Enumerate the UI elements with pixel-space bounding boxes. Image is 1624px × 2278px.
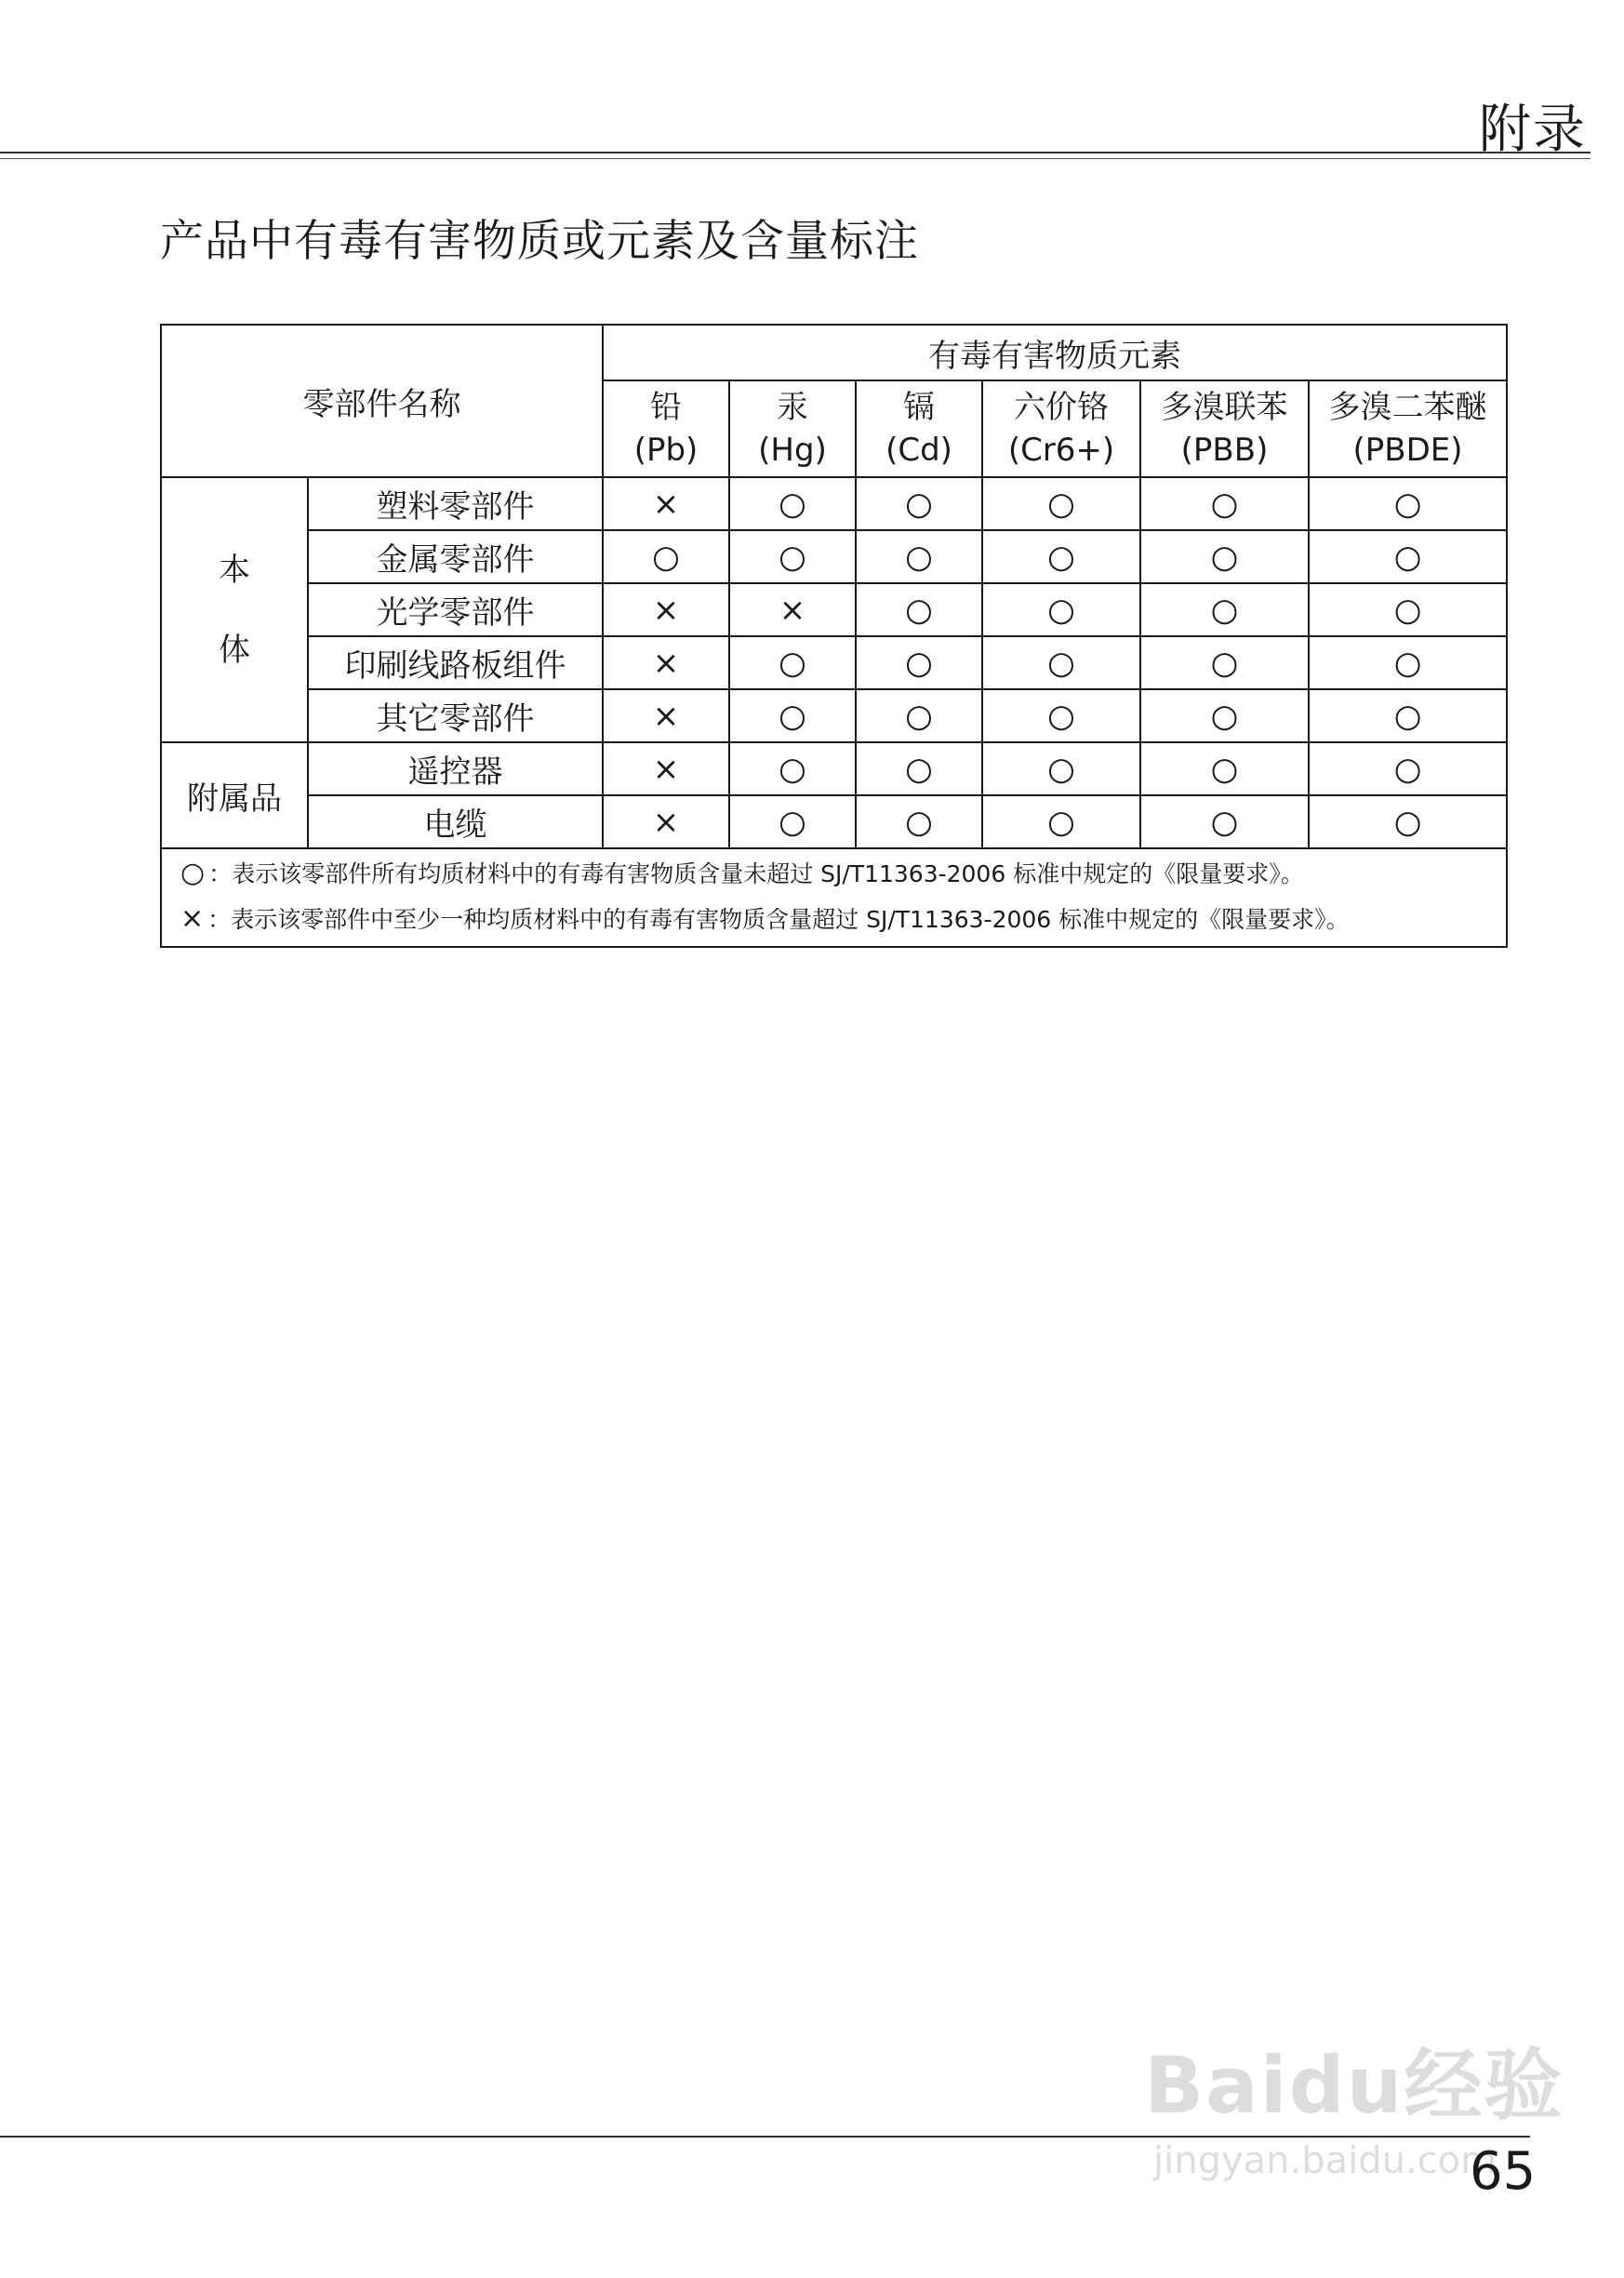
table-row	[161, 742, 1507, 795]
mark-cell: ○	[603, 530, 729, 583]
header-rule-thin	[0, 158, 1591, 159]
substance-header	[982, 380, 1140, 477]
substance-header	[1140, 380, 1309, 477]
part-name: 电缆	[308, 795, 603, 848]
note-text: ：表示该零部件所有均质材料中的有毒有害物质含量未超过 SJ/T11363-2006 标准中规定的《限量要求》。	[208, 860, 1304, 887]
mark-cell: ×	[603, 689, 729, 742]
substance-name: 镉	[903, 389, 935, 426]
substance-symbol: (PBDE)	[1352, 432, 1463, 469]
substance-header	[729, 380, 856, 477]
mark-cell: ○	[1309, 583, 1507, 636]
mark-cell: ○	[729, 530, 856, 583]
mark-cell: ○	[982, 795, 1140, 848]
table-row	[161, 530, 1507, 583]
mark-cell: ○	[729, 477, 856, 530]
table-row	[161, 795, 1507, 848]
section-title: 附录	[1479, 100, 1587, 160]
mark-cell: ○	[1309, 689, 1507, 742]
substance-header	[1309, 380, 1507, 477]
mark-cell: ○	[982, 689, 1140, 742]
note-text: ：表示该零部件中至少一种均质材料中的有毒有害物质含量超过 SJ/T11363-2006 标准中规定的《限量要求》。	[207, 906, 1350, 933]
part-name: 金属零部件	[308, 530, 603, 583]
hazardous-substances-table	[160, 324, 1508, 948]
substance-symbol: (Pb)	[633, 432, 699, 469]
mark-cell: ○	[856, 636, 982, 689]
mark-cell: ○	[1140, 530, 1309, 583]
mark-cell: ○	[1309, 742, 1507, 795]
mark-cell: ×	[729, 583, 856, 636]
part-name-header: 零部件名称	[161, 325, 603, 477]
mark-cell: ×	[603, 795, 729, 848]
mark-cell: ○	[982, 530, 1140, 583]
mark-cell: ×	[603, 636, 729, 689]
mark-cell: ○	[1140, 742, 1309, 795]
substance-name: 铅	[650, 389, 682, 426]
substance-symbol: (Cd)	[885, 432, 952, 469]
mark-cell: ○	[856, 795, 982, 848]
mark-cell: ○	[982, 636, 1140, 689]
group-label-accessories: 附属品	[161, 742, 308, 848]
substance-name: 六价铬	[1014, 389, 1109, 426]
mark-cell: ○	[1309, 530, 1507, 583]
mark-cell: ○	[982, 477, 1140, 530]
page-number: 65	[1470, 2141, 1537, 2202]
mark-cell: ○	[982, 583, 1140, 636]
group-label-main-body: 本 体	[161, 477, 308, 742]
mark-cell: ○	[729, 636, 856, 689]
substance-header	[856, 380, 982, 477]
mark-cell: ×	[603, 477, 729, 530]
footer-rule	[0, 2136, 1530, 2138]
table-row	[161, 636, 1507, 689]
mark-cell: ○	[1140, 795, 1309, 848]
mark-cell: ×	[603, 583, 729, 636]
table-row	[161, 689, 1507, 742]
circle-icon: ○	[180, 857, 206, 889]
note-line	[180, 897, 1506, 942]
mark-cell: ○	[856, 583, 982, 636]
watermark-brand: Baidu经验	[1144, 2040, 1564, 2131]
substance-header	[603, 380, 729, 477]
mark-cell: ○	[729, 689, 856, 742]
substances-header: 有毒有害物质元素	[603, 325, 1507, 380]
mark-cell: ○	[1309, 636, 1507, 689]
mark-cell: ○	[982, 742, 1140, 795]
substance-name: 多溴二苯醚	[1328, 389, 1487, 426]
substance-symbol: (Hg)	[758, 432, 827, 469]
part-name: 光学零部件	[308, 583, 603, 636]
mark-cell: ○	[856, 742, 982, 795]
page-heading: 产品中有毒有害物质或元素及含量标注	[160, 216, 919, 267]
watermark-url: jingyan.baidu.com	[1153, 2139, 1498, 2182]
part-name: 遥控器	[308, 742, 603, 795]
substance-name: 汞	[777, 389, 808, 426]
mark-cell: ○	[1309, 477, 1507, 530]
mark-cell: ○	[1140, 477, 1309, 530]
mark-cell: ○	[729, 742, 856, 795]
mark-cell: ○	[856, 477, 982, 530]
mark-cell: ○	[856, 689, 982, 742]
part-name: 其它零部件	[308, 689, 603, 742]
mark-cell: ○	[1309, 795, 1507, 848]
mark-cell: ○	[1140, 583, 1309, 636]
header-rule	[0, 152, 1591, 153]
part-name: 印刷线路板组件	[308, 636, 603, 689]
table-notes	[161, 848, 1507, 947]
substance-symbol: (PBB)	[1180, 432, 1269, 469]
mark-cell: ○	[856, 530, 982, 583]
table-row	[161, 583, 1507, 636]
mark-cell: ×	[603, 742, 729, 795]
mark-cell: ○	[729, 795, 856, 848]
cross-icon: ×	[180, 902, 205, 935]
note-line	[180, 851, 1506, 897]
substance-symbol: (Cr6+)	[1007, 432, 1115, 469]
table-row	[161, 477, 1507, 530]
mark-cell: ○	[1140, 689, 1309, 742]
part-name: 塑料零部件	[308, 477, 603, 530]
mark-cell: ○	[1140, 636, 1309, 689]
substance-name: 多溴联苯	[1161, 389, 1288, 426]
